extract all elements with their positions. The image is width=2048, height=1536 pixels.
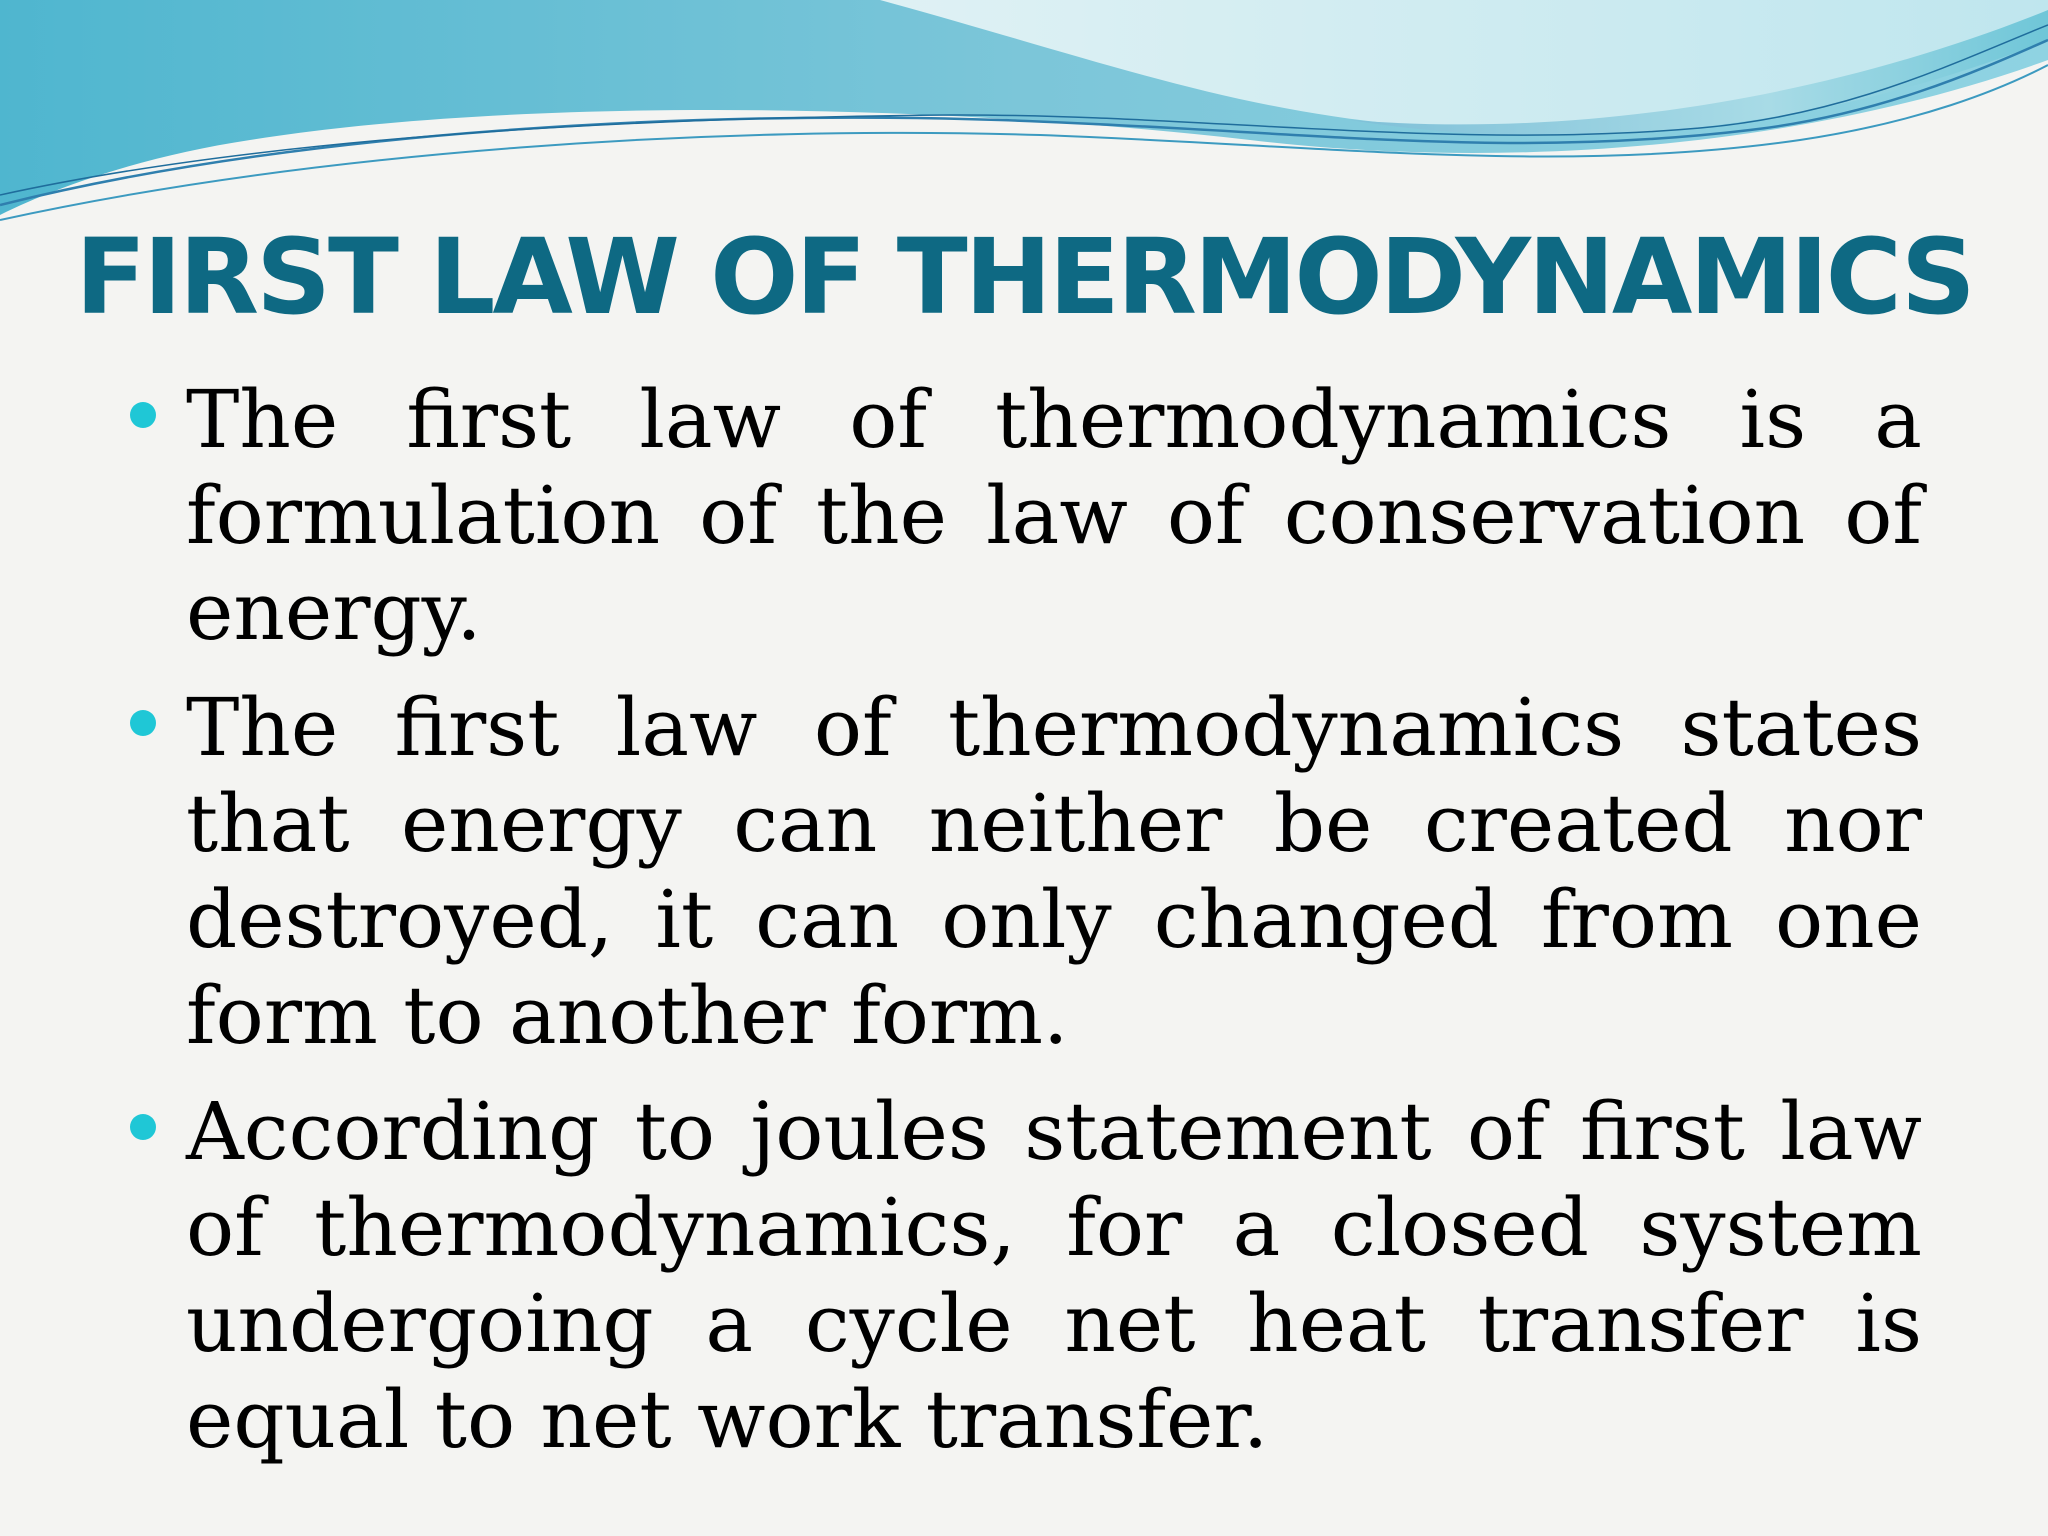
slide-title: FIRST LAW OF THERMODYNAMICS — [75, 216, 1973, 338]
bullet-list — [186, 372, 1922, 1488]
bullet-dot-icon — [130, 402, 156, 428]
bullet-dot-icon — [130, 1114, 156, 1140]
bullet-item-3 — [186, 1084, 1922, 1468]
bullet-item-2 — [186, 680, 1922, 1064]
bullet-text-3: According to joules statement of first law of thermodynamics, for a closed system undergoing a cycle net heat transfer is equal to net work transfer. — [186, 1085, 1922, 1466]
bullet-dot-icon — [130, 710, 156, 736]
bullet-text-1: The first law of thermodynamics is a formulation of the law of conservation of energy. — [186, 373, 1922, 658]
bullet-text-2: The first law of thermodynamics states that energy can neither be created nor destroyed, it can only changed from one form to another form. — [186, 681, 1922, 1062]
bullet-item-1 — [186, 372, 1922, 660]
